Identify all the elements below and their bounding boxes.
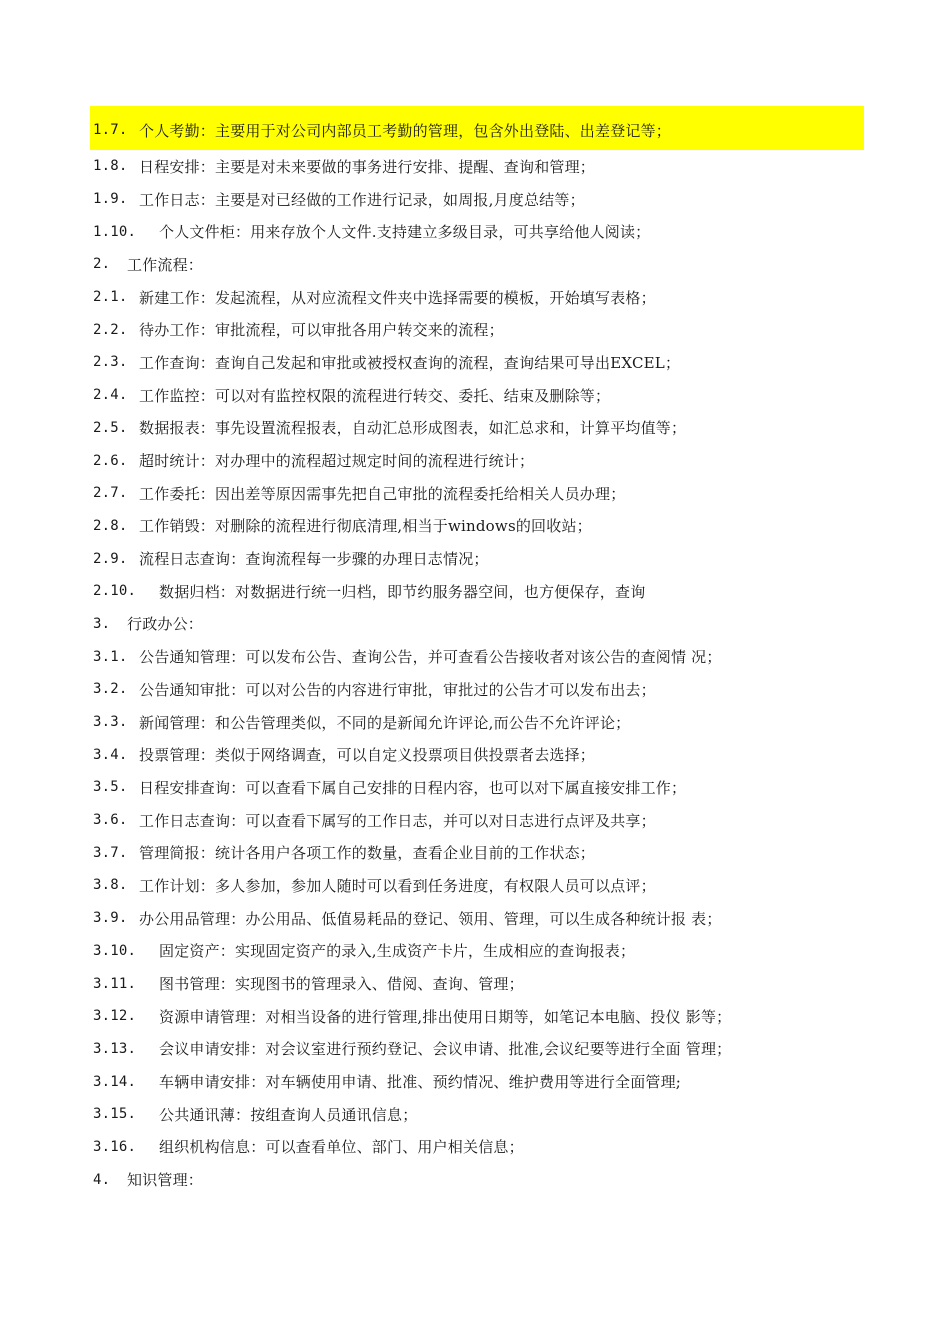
list-item-number: 2.5. xyxy=(93,419,128,436)
list-item-number: 3.14. xyxy=(93,1073,137,1090)
list-item-number: 3.7. xyxy=(93,844,128,861)
list-item xyxy=(93,640,873,673)
list-item xyxy=(93,836,873,869)
list-item-text: 待办工作：审批流程，可以审批各用户转交来的流程； xyxy=(139,321,504,340)
list-item xyxy=(93,412,873,445)
list-item-number: 3.3. xyxy=(93,714,128,731)
list-item xyxy=(93,110,873,150)
list-item xyxy=(93,804,873,837)
list-item-text: 固定资产：实现固定资产的录入,生成资产卡片，生成相应的查询报表； xyxy=(159,942,636,961)
list-item-text: 流程日志查询：查询流程每一步骤的办理日志情况； xyxy=(139,550,489,569)
list-item-text: 日程安排：主要是对未来要做的事务进行安排、提醒、查询和管理； xyxy=(139,157,596,176)
list-item xyxy=(93,575,873,608)
list-item xyxy=(93,510,873,543)
list-item-number: 2.3. xyxy=(93,354,128,371)
list-item-number: 2. xyxy=(93,256,111,273)
list-item-number: 3.1. xyxy=(93,648,128,665)
list-item-text: 个人文件柜：用来存放个人文件.支持建立多级目录，可共享给他人阅读； xyxy=(159,223,651,242)
list-item-text: 工作日志查询：可以查看下属写的工作日志，并可以对日志进行点评及共享； xyxy=(139,811,656,830)
list-item xyxy=(93,346,873,379)
list-item-text: 行政办公： xyxy=(127,615,204,634)
list-item-text: 工作日志：主要是对已经做的工作进行记录，如周报,月度总结等； xyxy=(139,190,585,209)
list-item xyxy=(93,1163,873,1196)
list-item xyxy=(93,1131,873,1164)
list-item-number: 2.8. xyxy=(93,517,128,534)
list-item-number: 3. xyxy=(93,615,111,632)
list-item-number: 3.10. xyxy=(93,942,137,959)
list-item-number: 2.9. xyxy=(93,550,128,567)
list-item xyxy=(93,902,873,935)
list-item-text: 资源申请管理：对相当设备的进行管理,排出使用日期等，如笔记本电脑、投仪 影等； xyxy=(159,1007,732,1026)
list-item-number: 1.7. xyxy=(93,122,128,138)
list-item-text: 超时统计：对办理中的流程超过规定时间的流程进行统计； xyxy=(139,452,535,471)
list-item xyxy=(93,673,873,706)
list-item xyxy=(93,477,873,510)
list-item-number: 2.2. xyxy=(93,321,128,338)
list-item-text: 新闻管理：和公告管理类似，不同的是新闻允许评论,而公告不允许评论； xyxy=(139,713,631,732)
list-item-text: 车辆申请安排：对车辆使用申请、批准、预约情况、维护费用等进行全面管理; xyxy=(159,1073,682,1092)
list-item-number: 3.5. xyxy=(93,779,128,796)
list-item-number: 2.6. xyxy=(93,452,128,469)
list-item-number: 2.4. xyxy=(93,387,128,404)
list-item-number: 2.1. xyxy=(93,289,128,306)
list-item-number: 3.13. xyxy=(93,1040,137,1057)
list-item xyxy=(93,738,873,771)
list-item-text: 工作流程： xyxy=(127,255,204,274)
list-item xyxy=(93,608,873,641)
list-item-text: 工作计划：多人参加，参加人随时可以看到任务进度，有权限人员可以点评； xyxy=(139,876,656,895)
list-item-number: 2.7. xyxy=(93,485,128,502)
list-item xyxy=(93,1033,873,1066)
list-item xyxy=(93,444,873,477)
list-item-text: 工作监控：可以对有监控权限的流程进行转交、委托、结束及删除等； xyxy=(139,386,611,405)
list-item-text: 工作销毁：对删除的流程进行彻底清理,相当于windows的回收站； xyxy=(139,517,592,536)
list-item-number: 3.12. xyxy=(93,1008,137,1025)
list-item-text: 图书管理：实现图书的管理录入、借阅、查询、管理； xyxy=(159,975,524,994)
list-item-number: 1.9. xyxy=(93,191,128,208)
list-item-text: 数据报表：事先设置流程报表，自动汇总形成图表，如汇总求和，计算平均值等； xyxy=(139,419,687,438)
list-item-number: 3.16. xyxy=(93,1138,137,1155)
list-item xyxy=(93,967,873,1000)
list-item-text: 工作查询：查询自己发起和审批或被授权查询的流程，查询结果可导出EXCEL； xyxy=(139,353,681,372)
list-item xyxy=(93,869,873,902)
list-item-number: 1.8. xyxy=(93,158,128,175)
list-item-number: 3.2. xyxy=(93,681,128,698)
list-item xyxy=(93,150,873,183)
list-item xyxy=(93,1098,873,1131)
list-item-text: 工作委托：因出差等原因需事先把自己审批的流程委托给相关人员办理； xyxy=(139,484,626,503)
list-item-number: 3.6. xyxy=(93,812,128,829)
list-item xyxy=(93,248,873,281)
list-item-text: 个人考勤：主要用于对公司内部员工考勤的管理，包含外出登陆、出差登记等； xyxy=(139,121,672,140)
list-item-number: 3.4. xyxy=(93,746,128,763)
list-item-text: 管理简报：统计各用户各项工作的数量，查看企业目前的工作状态； xyxy=(139,844,596,863)
list-item-number: 3.9. xyxy=(93,910,128,927)
list-item-text: 公告通知审批：可以对公告的内容进行审批，审批过的公告才可以发布出去； xyxy=(139,680,656,699)
list-item-number: 3.15. xyxy=(93,1106,137,1123)
document-body xyxy=(93,110,873,1196)
list-item xyxy=(93,1000,873,1033)
list-item xyxy=(93,379,873,412)
list-item xyxy=(93,215,873,248)
list-item-text: 组织机构信息：可以查看单位、部门、用户相关信息； xyxy=(159,1138,524,1157)
list-item xyxy=(93,935,873,968)
list-item-text: 新建工作：发起流程，从对应流程文件夹中选择需要的模板，开始填写表格； xyxy=(139,288,656,307)
list-item-text: 投票管理：类似于网络调查，可以自定义投票项目供投票者去选择； xyxy=(139,746,596,765)
list-item xyxy=(93,281,873,314)
list-item xyxy=(93,706,873,739)
list-item-number: 3.11. xyxy=(93,975,137,992)
list-item-text: 会议申请安排：对会议室进行预约登记、会议申请、批准,会议纪要等进行全面 管理； xyxy=(159,1040,732,1059)
list-item-number: 2.10. xyxy=(93,583,137,600)
list-item-text: 办公用品管理：办公用品、低值易耗品的登记、领用、管理，可以生成各种统计报 表； xyxy=(139,909,722,928)
list-item xyxy=(93,542,873,575)
list-item-number: 3.8. xyxy=(93,877,128,894)
list-item-text: 公共通讯薄：按组查询人员通讯信息； xyxy=(159,1105,418,1124)
list-item-text: 公告通知管理：可以发布公告、查询公告，并可查看公告接收者对该公告的查阅情 况； xyxy=(139,648,722,667)
list-item xyxy=(93,183,873,216)
list-item xyxy=(93,1065,873,1098)
list-item xyxy=(93,313,873,346)
list-item-text: 数据归档：对数据进行统一归档，即节约服务器空间，也方便保存，查询 xyxy=(159,582,646,601)
list-item-text: 日程安排查询：可以查看下属自己安排的日程内容，也可以对下属直接安排工作； xyxy=(139,778,687,797)
list-item-number: 4. xyxy=(93,1171,111,1188)
list-item xyxy=(93,771,873,804)
list-item-number: 1.10. xyxy=(93,223,137,240)
list-item-text: 知识管理： xyxy=(127,1171,204,1190)
